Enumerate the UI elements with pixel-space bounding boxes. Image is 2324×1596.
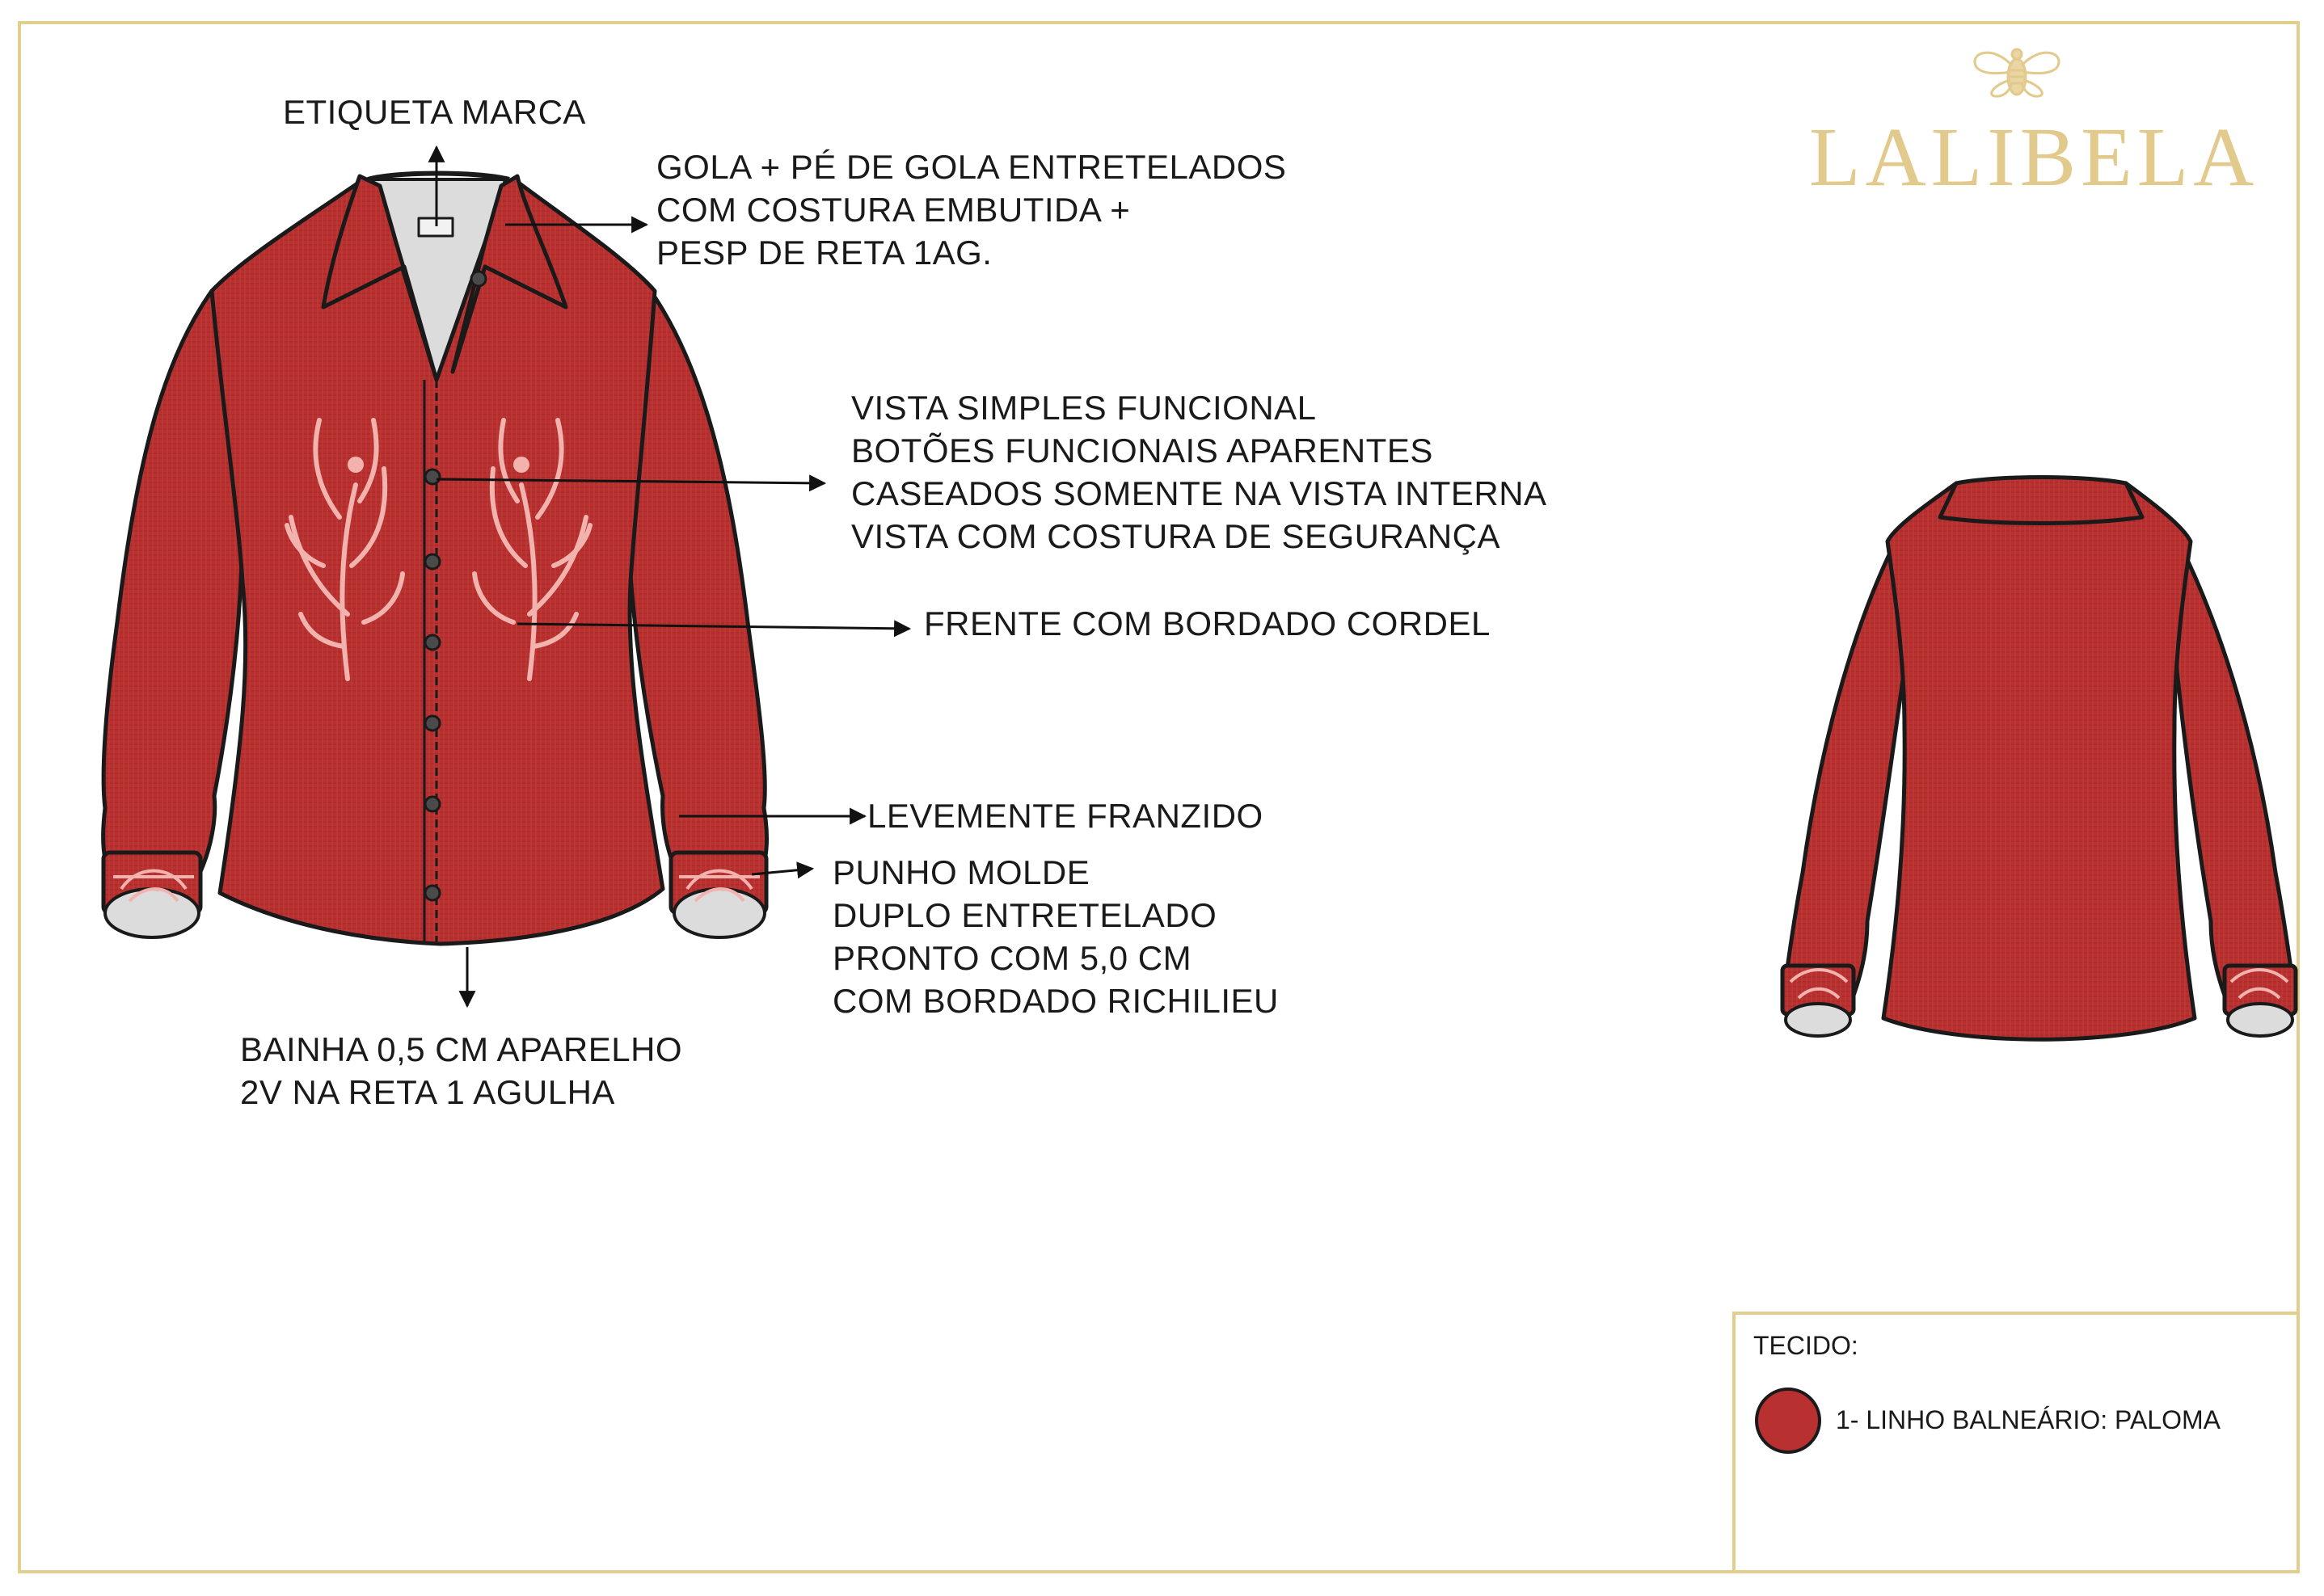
annotation-sleeve: LEVEMENTE FRANZIDO	[867, 797, 1263, 835]
annotation-collar: GOLA + PÉ DE GOLA ENTRETELADOS COM COSTURA EMBUTIDA + PESP DE RETA 1AG.	[656, 148, 1287, 272]
annotation-front: FRENTE COM BORDADO CORDEL	[924, 604, 1491, 642]
back-collar	[1940, 478, 2142, 524]
brand-name: LALIBELA	[1809, 111, 2259, 204]
shirt-front-view	[103, 174, 767, 945]
fabric-panel	[1732, 1312, 2300, 1573]
annotation-hem: BAINHA 0,5 CM APARELHO 2V NA RETA 1 AGULHA	[240, 1030, 683, 1111]
back-left-sleeve	[1782, 541, 1908, 1002]
fabric-item-label: 1- LINHO BALNEÁRIO: PALOMA	[1836, 1405, 2221, 1434]
annotation-label: ETIQUETA MARCA	[283, 93, 586, 131]
fabric-title: TECIDO:	[1753, 1331, 1858, 1360]
annotation-cuff: PUNHO MOLDE DUPLO ENTRETELADO PRONTO COM 5,0 CM COM BORDADO RICHILIEU	[833, 853, 1279, 1020]
shirt-back-view	[1782, 478, 2296, 1040]
back-body	[1883, 483, 2195, 1039]
fabric-swatch	[1755, 1388, 1821, 1454]
back-right-sleeve	[2174, 541, 2296, 1002]
annotation-placket: VISTA SIMPLES FUNCIONAL BOTÕES FUNCIONAIS APARENTES CASEADOS SOMENTE NA VISTA INTERNA VISTA COM COSTURA DE SEGURANÇA	[851, 389, 1547, 555]
